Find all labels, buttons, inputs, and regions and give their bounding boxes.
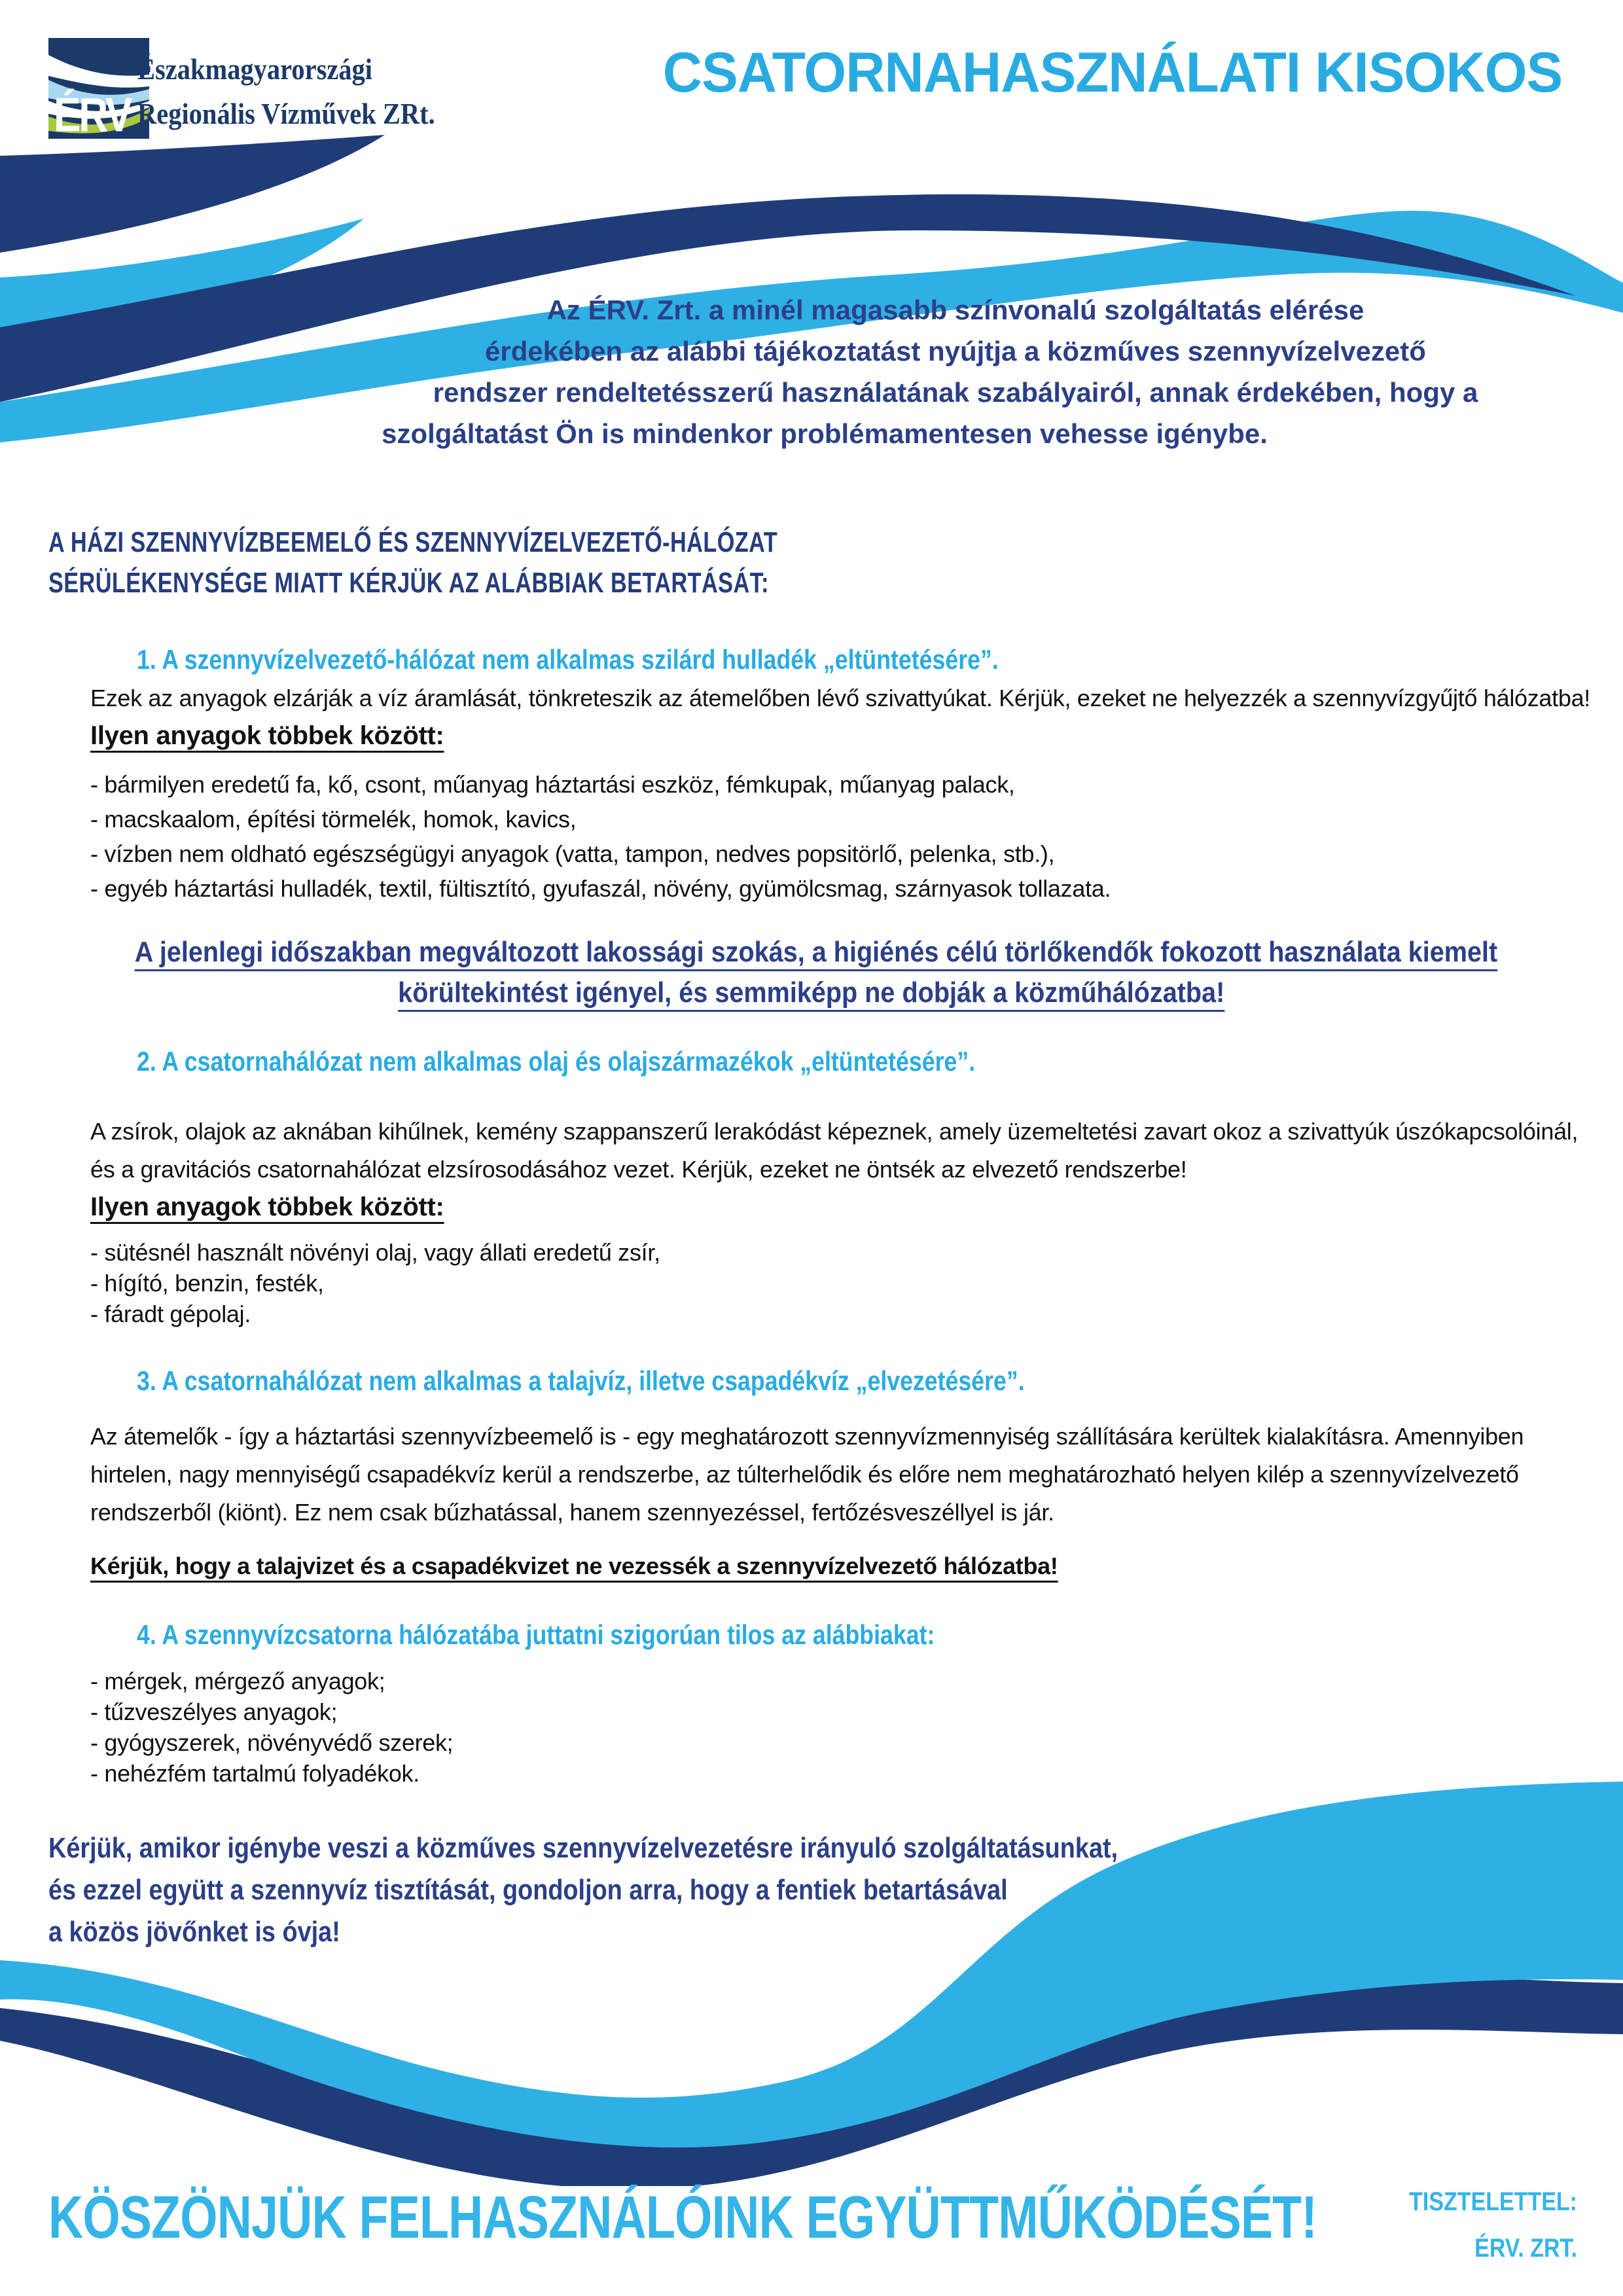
intro-line: Az ÉRV. Zrt. a minél magasabb színvonalú szolgáltatás elérése (546, 295, 1364, 325)
section2-heading: 2. A csatornahálózat nem alkalmas olaj és olajszármazékok „eltüntetésére”. (137, 1046, 976, 1077)
list-item: - mérgek, mérgező anyagok; (90, 1668, 385, 1695)
closing-line3: a közös jövőnket is óvja! (48, 1916, 340, 1948)
thanks-message: KÖSZÖNJÜK FELHASZNÁLÓINK EGYÜTTMŰKÖDÉSÉT! (48, 2184, 1317, 2251)
wipes-notice-line2: körültekintést igényel, és semmiképp ne dobják a közműhálózatba! (398, 977, 1225, 1009)
closing-appeal (48, 1827, 1118, 1953)
list-item: - sütésnél használt növényi olaj, vagy állati eredetű zsír, (90, 1239, 660, 1266)
company-name-line1: Északmagyarországi (137, 52, 373, 86)
section2-bullet-list (90, 1237, 660, 1329)
main-heading-line1: A HÁZI SZENNYVÍZBEEMELŐ ÉS SZENNYVÍZELVEZETŐ-HÁLÓZAT (48, 526, 778, 558)
list-item: - egyéb háztartási hulladék, textil, fültisztító, gyufaszál, növény, gyümölcsmag, szárnyasok tollazata. (90, 875, 1111, 902)
wipes-notice-line1: A jelenlegi időszakban megváltozott lakossági szokás, a higiénés célú törlőkendők fokozott használata kiemelt (134, 936, 1498, 968)
signoff-company: ÉRV. ZRT. (1474, 2234, 1577, 2263)
signoff-label: TISZTELETTEL: (1409, 2187, 1577, 2216)
list-item: - fáradt gépolaj. (90, 1300, 251, 1327)
intro-line: érdekében az alábbi tájékoztatást nyújtja a közműves szennyvízelvezető (485, 336, 1426, 367)
intro-line: szolgáltatást Ön is mindenkor problémamentesen vehesse igénybe. (382, 418, 1268, 449)
list-item: - bármilyen eredetű fa, kő, csont, műanyag háztartási eszköz, fémkupak, műanyag palack, (90, 771, 1015, 798)
logo-acronym: ÉRV (54, 88, 131, 139)
section3-heading: 3. A csatornahálózat nem alkalmas a talajvíz, illetve csapadékvíz „elvezetésére”. (137, 1365, 1025, 1396)
company-name (137, 47, 435, 136)
list-item: - macskaalom, építési törmelék, homok, kavics, (90, 806, 577, 833)
closing-line2: és ezzel együtt a szennyvíz tisztítását, gondoljon arra, hogy a fentiek betartásával (48, 1874, 1008, 1906)
section2-body: A zsírok, olajok az aknában kihűlnek, kemény szappanszerű lerakódást képeznek, amely üzemeltetési zavart okoz a szivattyúk úszókapcsolóinál, és a gravitációs csatornahálózat elzsírosodásához vezet. Kérjük, ezeket ne öntsék az elvezető rendszerbe! (90, 1118, 1578, 1183)
list-item: - tűzveszélyes anyagok; (90, 1698, 338, 1725)
section1-body: Ezek az anyagok elzárják a víz áramlását, tönkreteszik az átemelőben lévő szivattyúkat. Kérjük, ezeket ne helyezzék a szennyvízgyűjtő hálózatba! (90, 685, 1591, 711)
list-item: - nehézfém tartalmú folyadékok. (90, 1760, 419, 1787)
intro-line: rendszer rendeltetésszerű használatának szabályairól, annak érdekében, hogy a (433, 377, 1478, 408)
company-name-line2: Regionális Vízművek ZRt. (137, 97, 435, 130)
section1-bullet-list (90, 767, 1111, 906)
list-item: - vízben nem oldható egészségügyi anyagok (vatta, tampon, nedves popsitörlő, pelenka, stb.), (90, 840, 1055, 867)
section4-bullet-list (90, 1666, 453, 1789)
list-item: - hígító, benzin, festék, (90, 1270, 324, 1297)
intro-paragraph (340, 289, 1571, 454)
section3-warning: Kérjük, hogy a talajvizet és a csapadékvizet ne vezessék a szennyvízelvezető hálózatba! (90, 1552, 1058, 1579)
section1-list-title: Ilyen anyagok többek között: (90, 721, 444, 750)
section1-heading: 1. A szennyvízelvezető-hálózat nem alkalmas szilárd hulladék „eltüntetésére”. (137, 644, 999, 675)
closing-line1: Kérjük, amikor igénybe veszi a közműves szennyvízelvezetésre irányuló szolgáltatásunkat, (48, 1832, 1118, 1864)
list-item: - gyógyszerek, növényvédő szerek; (90, 1729, 454, 1756)
signoff (1283, 2187, 1577, 2263)
main-heading-line2: SÉRÜLÉKENYSÉGE MIATT KÉRJÜK AZ ALÁBBIAK BETARTÁSÁT: (48, 567, 769, 599)
main-heading (48, 522, 777, 603)
page-title: CSATORNAHASZNÁLATI KISOKOS (662, 41, 1563, 104)
section2-list-title: Ilyen anyagok többek között: (90, 1193, 444, 1221)
wipes-notice (59, 932, 1564, 1013)
section4-heading: 4. A szennyvízcsatorna hálózatába juttatni szigorúan tilos az alábbiakat: (137, 1619, 935, 1650)
section3-body: Az átemelők - így a háztartási szennyvízbeemelő is - egy meghatározott szennyvízmennyiség szállítására kerültek kialakításra. Amennyiben hirtelen, nagy mennyiségű csapadékvíz kerül a rendszerbe, az túlterhelődik és előre nem meghatározható helyen kilép a szennyvízelvezető rendszerből (kiönt). Ez nem csak bűzhatással, hanem szennyezéssel, fertőzésveszéllyel is jár. (90, 1423, 1524, 1526)
erv-logo (48, 38, 149, 139)
